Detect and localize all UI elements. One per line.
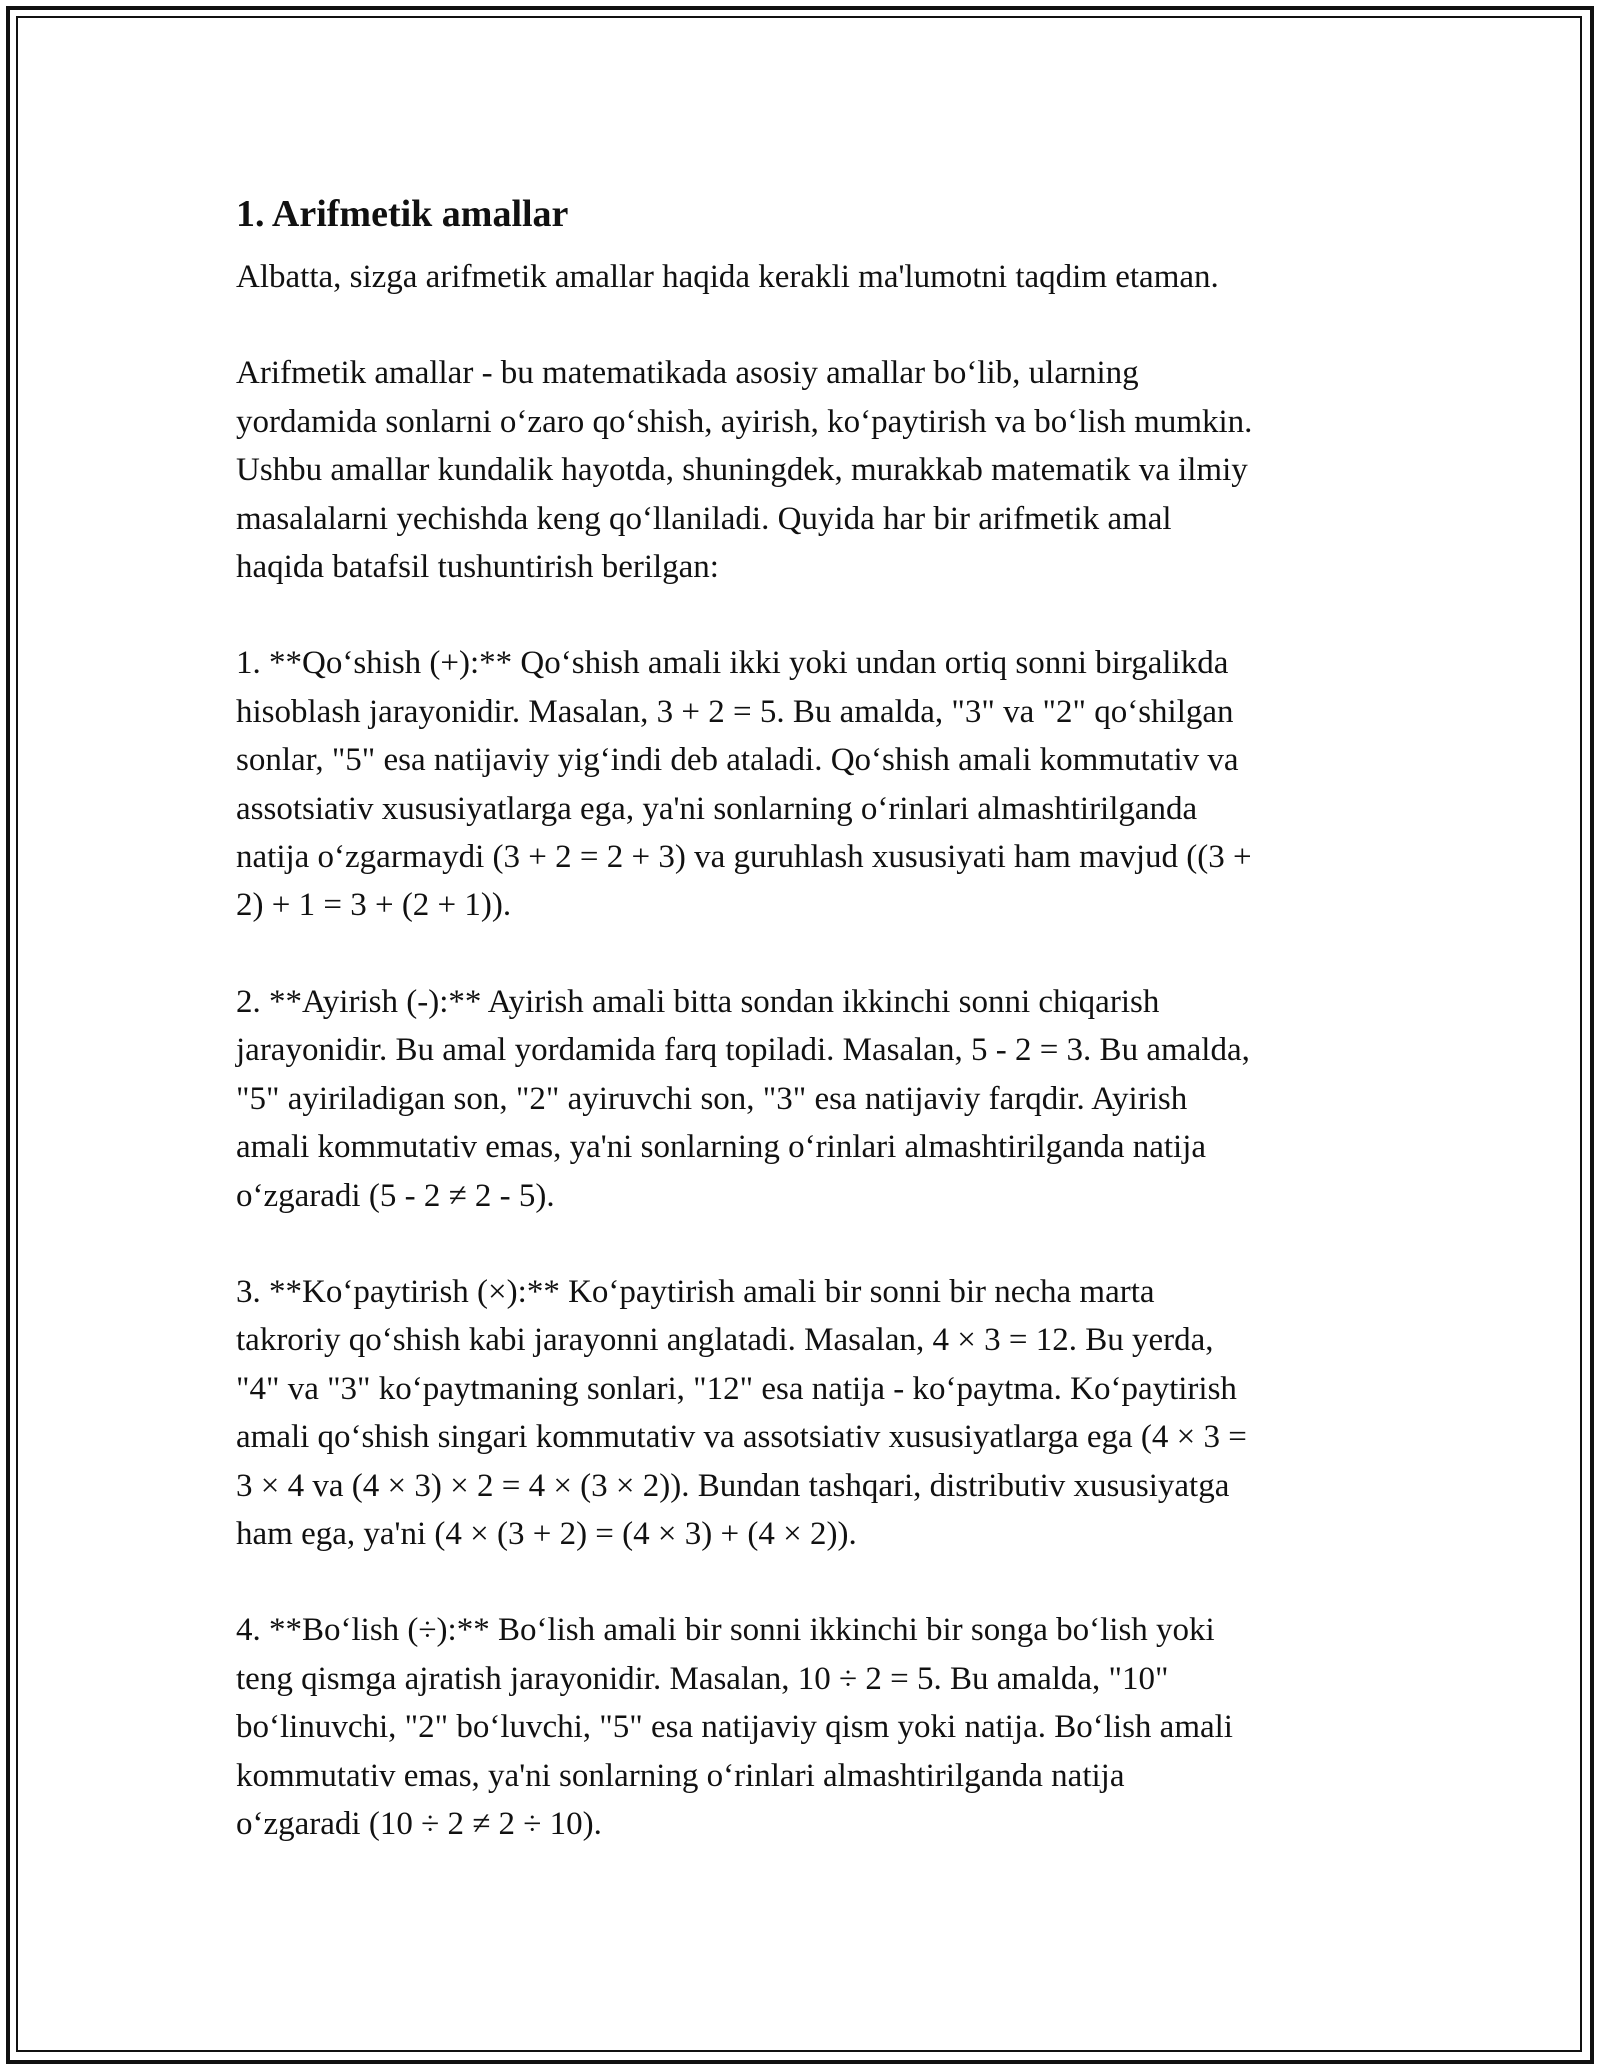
subtraction-paragraph: 2. **Ayirish (-):** Ayirish amali bitta sondan ikkinchi sonni chiqarish jarayonidir. Bu amal yordamida farq topiladi. Masalan, 5 - 2 = 3. Bu amalda, "5" ayiriladigan son, "2" ayiruvchi son, "3" esa natijaviy farqdir. Ayirish amali kommutativ emas, ya'ni sonlarning o‘rinlari almashtirilganda natija o‘zgaradi (5 - 2 ≠ 2 - 5). xyxy=(236,983,1250,1214)
multiplication-paragraph: 3. **Ko‘paytirish (×):** Ko‘paytirish amali bir sonni bir necha marta takroriy qo‘shish kabi jarayonni anglatadi. Masalan, 4 × 3 = 12. Bu yerda, "4" va "3" ko‘paytmaning sonlari, "12" esa natija - ko‘paytma. Ko‘paytirish amali qo‘shish singari kommutativ va assotsiativ xususiyatlarga ega (4 × 3 = 3 × 4 va (4 × 3) × 2 = 4 × (3 × 2)). Bundan tashqari, distributiv xususiyatga ham ega, ya'ni (4 × (3 + 2) = (4 × 3) + (4 × 2)). xyxy=(236,1273,1247,1552)
division-paragraph: 4. **Bo‘lish (÷):** Bo‘lish amali bir sonni ikkinchi bir songa bo‘lish yoki teng qismga ajratish jarayonidir. Masalan, 10 ÷ 2 = 5. Bu amalda, "10" bo‘linuvchi, "2" bo‘luvchi, "5" esa natijaviy qism yoki natija. Bo‘lish amali kommutativ emas, ya'ni sonlarning o‘rinlari almashtirilganda natija o‘zgaradi (10 ÷ 2 ≠ 2 ÷ 10). xyxy=(236,1612,1233,1842)
document-body xyxy=(236,185,1386,1848)
intro-paragraph: Albatta, sizga arifmetik amallar haqida kerakli ma'lumotni taqdim etaman. xyxy=(236,259,1219,295)
section-title: 1. Arifmetik amallar xyxy=(236,193,569,235)
addition-paragraph: 1. **Qo‘shish (+):** Qo‘shish amali ikki yoki undan ortiq sonni birgalikda hisoblash jarayonidir. Masalan, 3 + 2 = 5. Bu amalda, "3" va "2" qo‘shilgan sonlar, "5" esa natijaviy yig‘indi deb ataladi. Qo‘shish amali kommutativ va assotsiativ xususiyatlarga ega, ya'ni sonlarning o‘rinlari almashtirilganda natija o‘zgarmaydi (3 + 2 = 2 + 3) va guruhlash xususiyati ham mavjud ((3 + 2) + 1 = 3 + (2 + 1)). xyxy=(236,645,1252,924)
overview-paragraph: Arifmetik amallar - bu matematikada asosiy amallar bo‘lib, ularning yordamida sonlarni o‘zaro qo‘shish, ayirish, ko‘paytirish va bo‘lish mumkin. Ushbu amallar kundalik hayotda, shuningdek, murakkab matematik va ilmiy masalalarni yechishda keng qo‘llaniladi. Quyida har bir arifmetik amal haqida batafsil tushuntirish berilgan: xyxy=(236,355,1253,586)
